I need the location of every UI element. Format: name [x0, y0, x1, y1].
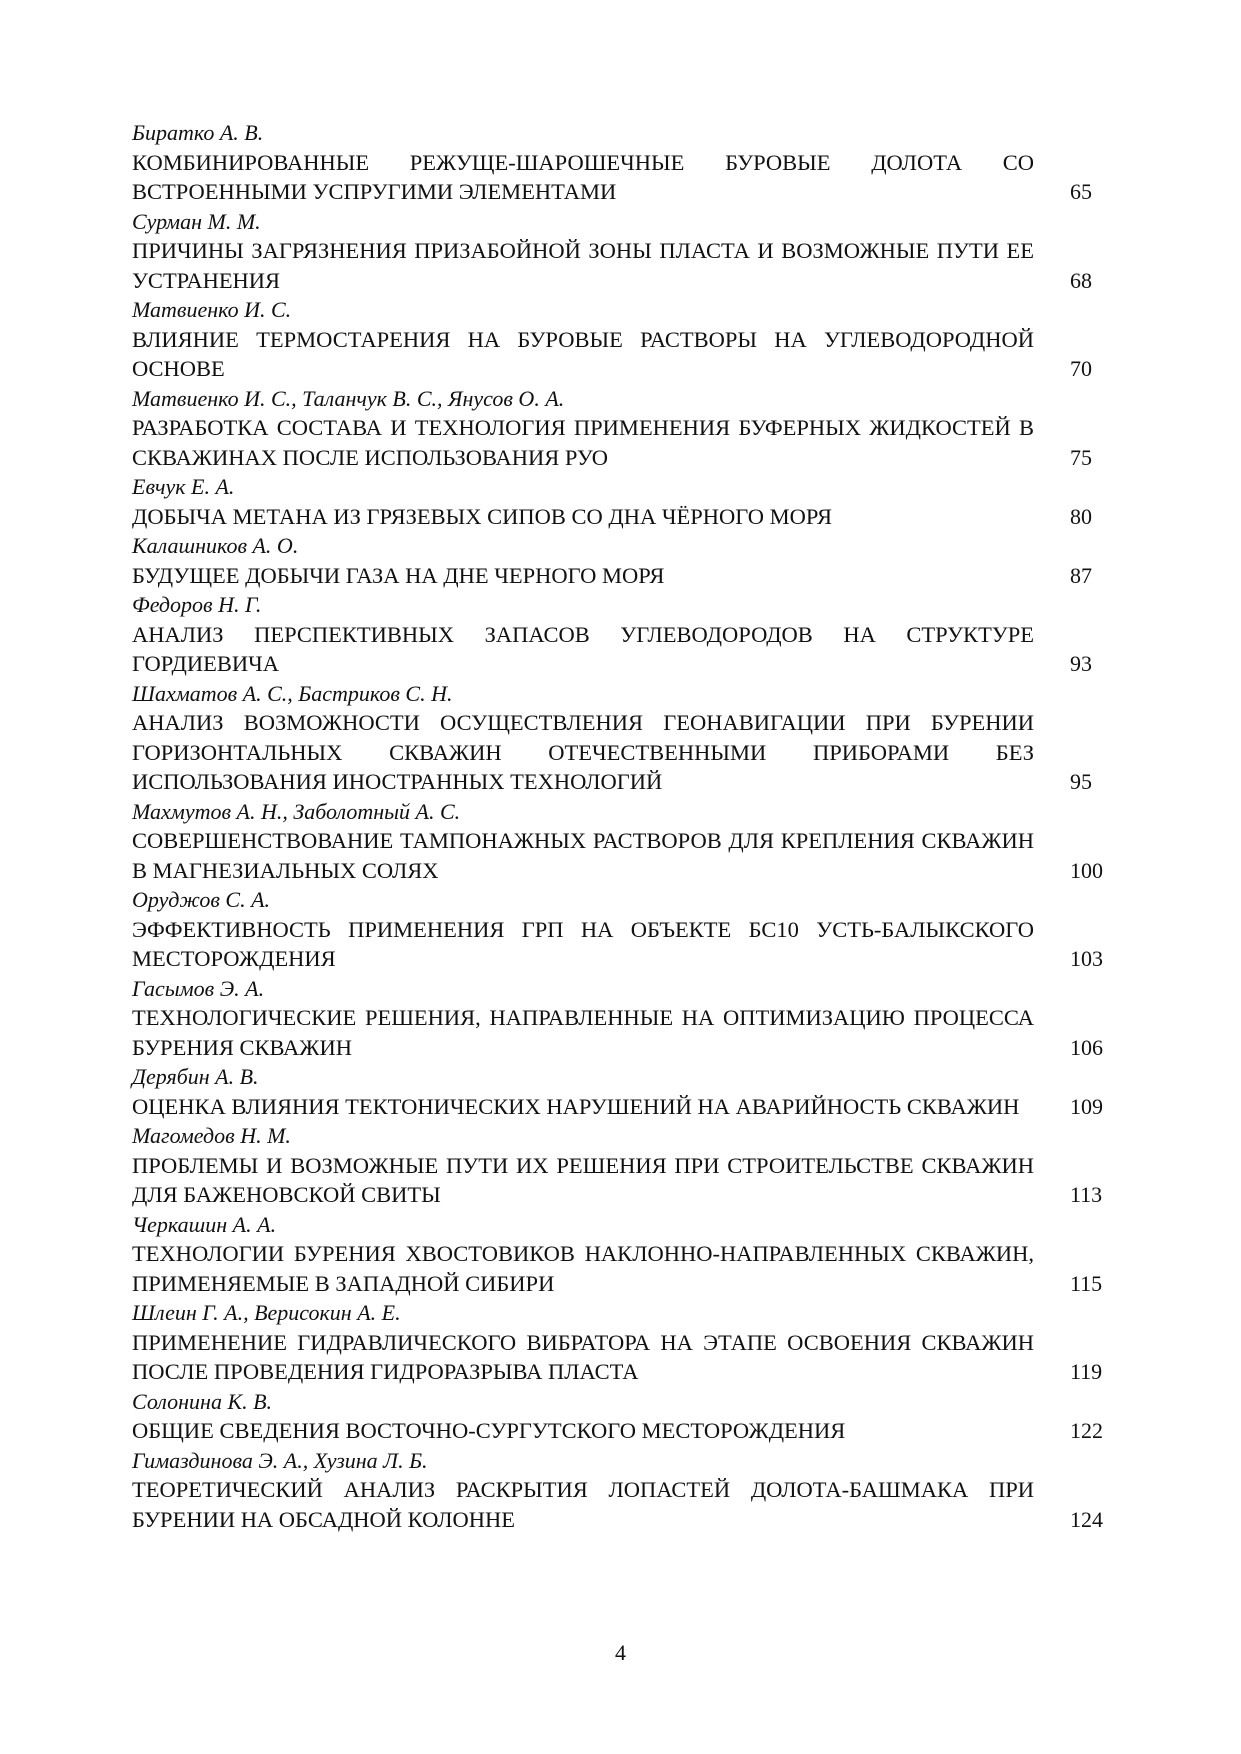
entry-page: 115 [1070, 1270, 1103, 1296]
entry-page: 75 [1070, 444, 1092, 470]
toc-entry [132, 118, 1112, 207]
entry-title: РАЗРАБОТКА СОСТАВА И ТЕХНОЛОГИЯ ПРИМЕНЕНИЯ БУФЕРНЫХ ЖИДКОСТЕЙ В СКВАЖИНАХ ПОСЛЕ ИСПОЛЬЗОВАНИЯ РУО [132, 415, 1034, 470]
entry-title: ТЕОРЕТИЧЕСКИЙ АНАЛИЗ РАСКРЫТИЯ ЛОПАСТЕЙ ДОЛОТА-БАШМАКА ПРИ БУРЕНИИ НА ОБСАДНОЙ КОЛОННЕ [132, 1477, 1034, 1532]
entry-row [132, 708, 1112, 797]
entry-authors: Федоров Н. Г. [132, 592, 262, 617]
entry-title: ТЕХНОЛОГИИ БУРЕНИЯ ХВОСТОВИКОВ НАКЛОННО-НАПРАВЛЕННЫХ СКВАЖИН, ПРИМЕНЯЕМЫЕ В ЗАПАДНОЙ СИБИРИ [132, 1241, 1034, 1296]
entry-title: ОБЩИЕ СВЕДЕНИЯ ВОСТОЧНО-СУРГУТСКОГО МЕСТОРОЖДЕНИЯ [132, 1418, 846, 1443]
entry-title: КОМБИНИРОВАННЫЕ РЕЖУЩЕ-ШАРОШЕЧНЫЕ БУРОВЫЕ ДОЛОТА СО ВСТРОЕННЫМИ УСПРУГИМИ ЭЛЕМЕНТАМИ [132, 149, 1034, 204]
entry-title: ПРОБЛЕМЫ И ВОЗМОЖНЫЕ ПУТИ ИХ РЕШЕНИЯ ПРИ СТРОИТЕЛЬСТВЕ СКВАЖИН ДЛЯ БАЖЕНОВСКОЙ СВИТЫ [132, 1152, 1034, 1207]
entry-page: 119 [1070, 1359, 1103, 1384]
entry-title: ТЕХНОЛОГИЧЕСКИЕ РЕШЕНИЯ, НАПРАВЛЕННЫЕ НА ОПТИМИЗАЦИЮ ПРОЦЕССА БУРЕНИЯ СКВАЖИН [132, 1005, 1034, 1060]
toc-entry [132, 1210, 1112, 1299]
entry-title: СОВЕРШЕНСТВОВАНИЕ ТАМПОНАЖНЫХ РАСТВОРОВ ДЛЯ КРЕПЛЕНИЯ СКВАЖИН В МАГНЕЗИАЛЬНЫХ СОЛЯХ [132, 828, 1034, 883]
toc-entry [132, 1298, 1112, 1387]
toc-entry [132, 797, 1112, 886]
toc-entry [132, 885, 1112, 974]
table-of-contents [132, 118, 1112, 1534]
entry-authors: Гимаздинова Э. А., Хузина Л. Б. [132, 1447, 428, 1473]
entry-page: 87 [1070, 562, 1092, 588]
entry-row [132, 502, 1112, 532]
entry-title: ВЛИЯНИЕ ТЕРМОСТАРЕНИЯ НА БУРОВЫЕ РАСТВОРЫ НА УГЛЕВОДОРОДНОЙ ОСНОВЕ [132, 326, 1034, 381]
entry-authors: Черкашин А. А. [132, 1211, 277, 1237]
toc-entry [132, 207, 1112, 296]
entry-row [132, 413, 1112, 472]
entry-authors: Махмутов А. Н., Заболотный А. С. [132, 798, 461, 824]
entry-row [132, 1475, 1112, 1534]
entry-row [132, 325, 1112, 384]
entry-page: 80 [1070, 503, 1092, 529]
entry-authors: Оруджов С. А. [132, 887, 271, 912]
entry-authors: Шлеин Г. А., Верисокин А. Е. [132, 1300, 401, 1325]
toc-entry [132, 472, 1112, 531]
entry-row [132, 1328, 1112, 1387]
toc-entry [132, 679, 1112, 797]
entry-title: ПРИМЕНЕНИЕ ГИДРАВЛИЧЕСКОГО ВИБРАТОРА НА ЭТАПЕ ОСВОЕНИЯ СКВАЖИН ПОСЛЕ ПРОВЕДЕНИЯ ГИДРОРАЗРЫВА ПЛАСТА [132, 1329, 1034, 1384]
entry-page: 70 [1070, 356, 1092, 381]
entry-row [132, 1092, 1112, 1122]
entry-row [132, 148, 1112, 207]
entry-authors: Матвиенко И. С., Таланчук В. С., Янусов О. А. [132, 385, 565, 411]
entry-title: АНАЛИЗ ПЕРСПЕКТИВНЫХ ЗАПАСОВ УГЛЕВОДОРОДОВ НА СТРУКТУРЕ ГОРДИЕВИЧА [132, 621, 1034, 676]
entry-row [132, 620, 1112, 679]
toc-entry [132, 1446, 1112, 1535]
toc-entry [132, 974, 1112, 1063]
entry-authors: Дерябин А. В. [132, 1064, 259, 1089]
entry-title: ПРИЧИНЫ ЗАГРЯЗНЕНИЯ ПРИЗАБОЙНОЙ ЗОНЫ ПЛАСТА И ВОЗМОЖНЫЕ ПУТИ ЕЕ УСТРАНЕНИЯ [132, 238, 1034, 293]
entry-row [132, 561, 1112, 591]
entry-title: ЭФФЕКТИВНОСТЬ ПРИМЕНЕНИЯ ГРП НА ОБЪЕКТЕ БС10 УСТЬ-БАЛЫКСКОГО МЕСТОРОЖДЕНИЯ [132, 916, 1034, 971]
entry-page: 109 [1070, 1093, 1103, 1119]
entry-authors: Калашников А. О. [132, 533, 299, 558]
entry-title: ДОБЫЧА МЕТАНА ИЗ ГРЯЗЕВЫХ СИПОВ СО ДНА ЧЁРНОГО МОРЯ [132, 503, 832, 529]
entry-page: 103 [1070, 946, 1103, 971]
entry-authors: Шахматов А. С., Бастриков С. Н. [132, 680, 453, 706]
entry-page: 124 [1070, 1506, 1103, 1532]
entry-row [132, 1003, 1112, 1062]
entry-authors: Гасымов Э. А. [132, 975, 265, 1001]
entry-page: 122 [1070, 1418, 1103, 1443]
entry-page: 65 [1070, 179, 1092, 204]
entry-title: БУДУЩЕЕ ДОБЫЧИ ГАЗА НА ДНЕ ЧЕРНОГО МОРЯ [132, 562, 665, 588]
entry-page: 95 [1070, 769, 1092, 794]
entry-page: 113 [1070, 1182, 1103, 1207]
entry-title: ОЦЕНКА ВЛИЯНИЯ ТЕКТОНИЧЕСКИХ НАРУШЕНИЙ НА АВАРИЙНОСТЬ СКВАЖИН [132, 1093, 1020, 1119]
entry-row [132, 1416, 1112, 1446]
entry-page: 93 [1070, 651, 1092, 676]
toc-entry [132, 295, 1112, 384]
entry-row [132, 236, 1112, 295]
page-number: 4 [615, 1640, 626, 1665]
entry-authors: Матвиенко И. С. [132, 297, 292, 322]
entry-row [132, 826, 1112, 885]
entry-page: 68 [1070, 267, 1092, 293]
entry-page: 100 [1070, 857, 1103, 883]
entry-authors: Сурман М. М. [132, 208, 261, 234]
entry-authors: Евчук Е. А. [132, 474, 235, 499]
toc-entry [132, 384, 1112, 473]
entry-row [132, 915, 1112, 974]
toc-entry [132, 1387, 1112, 1446]
entry-page: 106 [1070, 1034, 1103, 1060]
entry-authors: Биратко А. В. [132, 120, 264, 145]
entry-row [132, 1239, 1112, 1298]
toc-entry [132, 1062, 1112, 1121]
entry-authors: Солонина К. В. [132, 1388, 273, 1414]
entry-authors: Магомедов Н. М. [132, 1123, 291, 1148]
toc-entry [132, 590, 1112, 679]
entry-title: АНАЛИЗ ВОЗМОЖНОСТИ ОСУЩЕСТВЛЕНИЯ ГЕОНАВИГАЦИИ ПРИ БУРЕНИИ ГОРИЗОНТАЛЬНЫХ СКВАЖИН ОТЕЧЕСТВЕННЫМИ ПРИБОРАМИ БЕЗ ИСПОЛЬЗОВАНИЯ ИНОСТРАННЫХ ТЕХНОЛОГИЙ [132, 710, 1034, 794]
entry-row [132, 1151, 1112, 1210]
toc-entry [132, 531, 1112, 590]
toc-entry [132, 1121, 1112, 1210]
